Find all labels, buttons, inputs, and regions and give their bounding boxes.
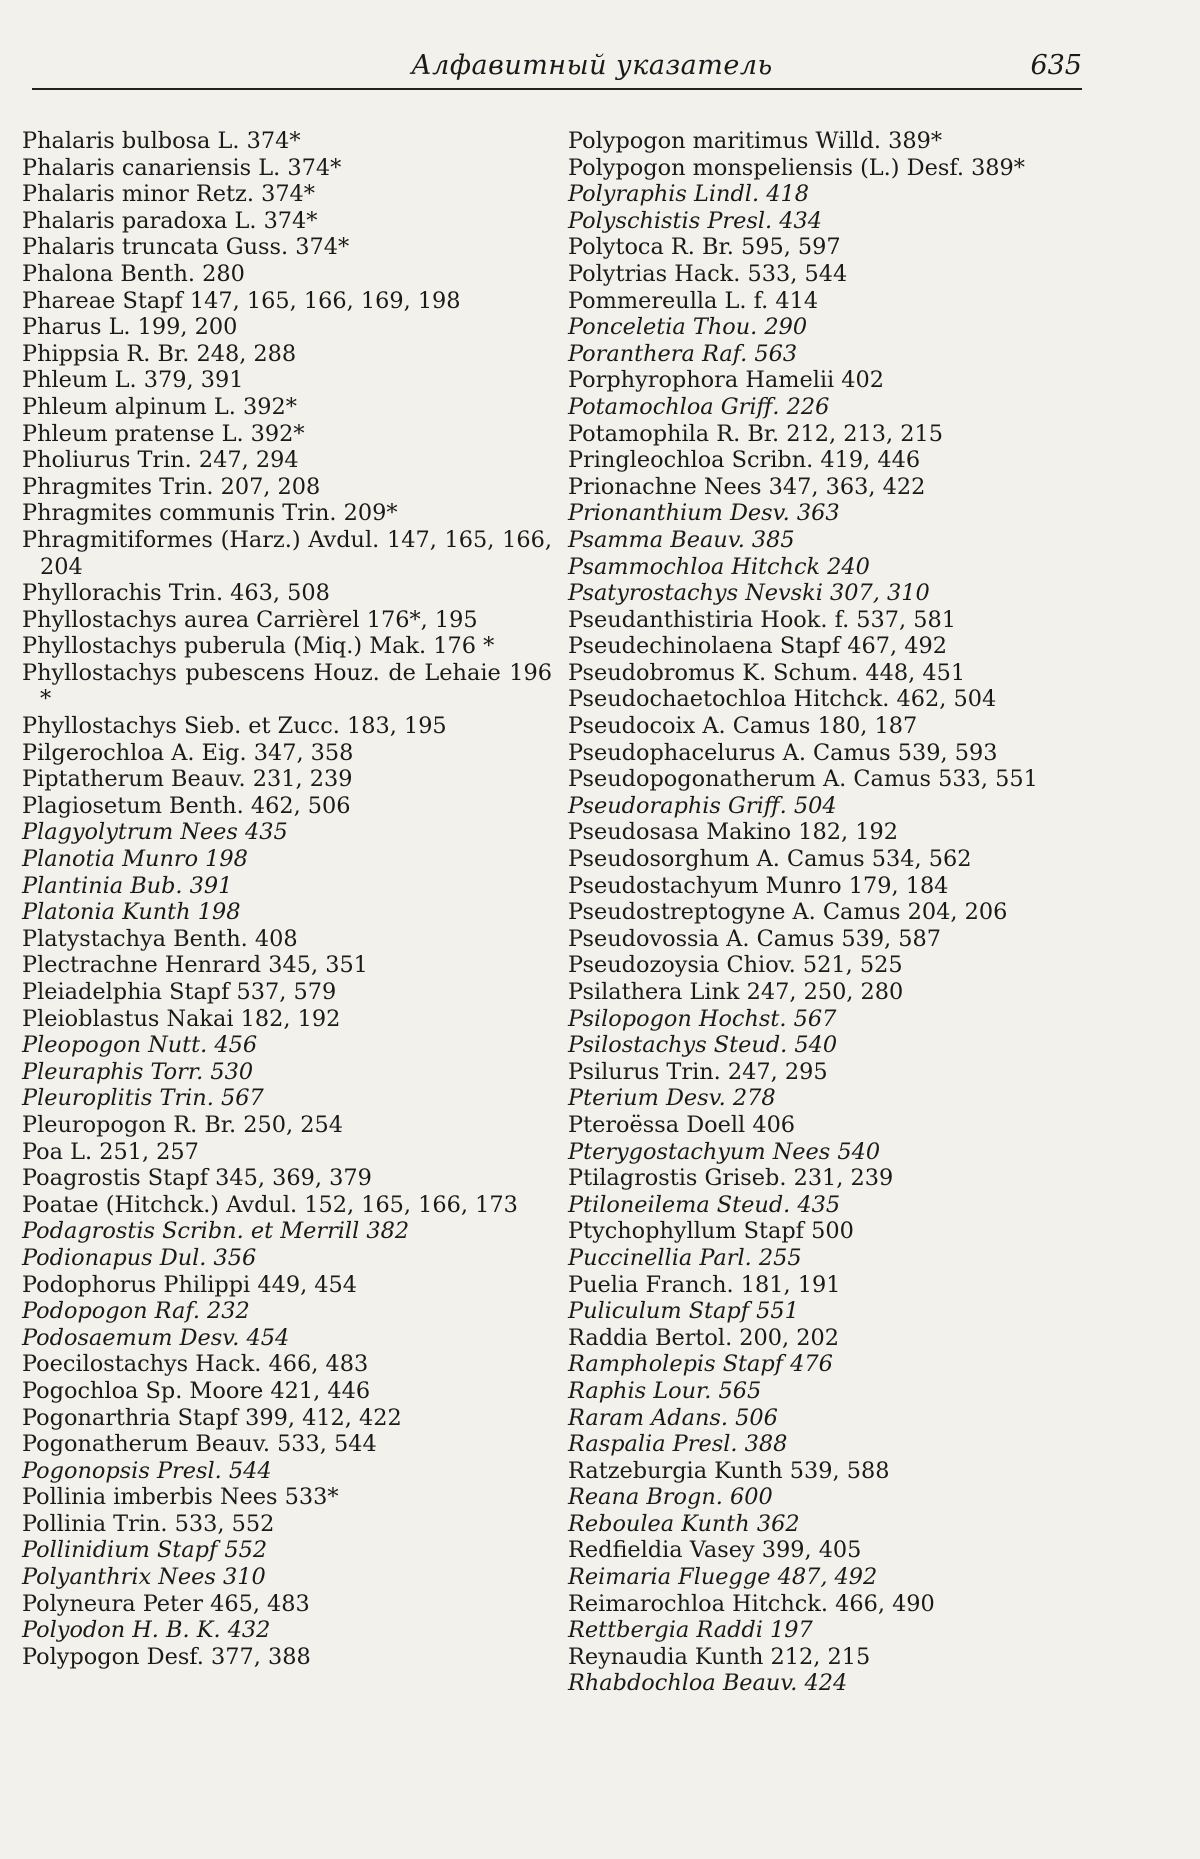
- index-entry: Phareae Stapf 147, 165, 166, 169, 198: [22, 287, 461, 314]
- index-entry: Pleuraphis Torr. 530: [22, 1058, 254, 1085]
- index-entry: Pogonarthria Stapf 399, 412, 422: [22, 1404, 402, 1431]
- index-entry: Pogochloa Sp. Moore 421, 446: [22, 1377, 371, 1404]
- index-entry: Polytoca R. Br. 595, 597: [568, 234, 841, 261]
- index-entry: Polyanthrix Nees 310: [22, 1564, 266, 1591]
- index-entry: Pseudochaetochloa Hitchck. 462, 504: [568, 686, 997, 713]
- index-entry: Redfieldia Vasey 399, 405: [568, 1537, 862, 1564]
- index-entry: Puccinellia Parl. 255: [568, 1244, 802, 1271]
- index-entry: Phalona Benth. 280: [22, 260, 245, 287]
- index-entry: Platonia Kunth 198: [22, 899, 241, 926]
- index-entry: Polytrias Hack. 533, 544: [568, 260, 848, 287]
- index-entry: Prionanthium Desv. 363: [568, 500, 840, 527]
- index-entry: Pseudoraphis Griff. 504: [568, 792, 837, 819]
- index-entry: Pringleochloa Scribn. 419, 446: [568, 447, 921, 474]
- index-entry: Rhabdochloa Beauv. 424: [568, 1670, 848, 1697]
- index-entry: Psammochloa Hitchck 240: [568, 553, 870, 580]
- index-entry: Ponceletia Thou. 290: [568, 314, 808, 341]
- index-entry: Psamma Beauv. 385: [568, 526, 795, 553]
- index-entry: Plectrachne Henrard 345, 351: [22, 952, 368, 979]
- index-entry: Phalaris minor Retz. 374*: [22, 181, 316, 208]
- index-entry: Pilgerochloa A. Eig. 347, 358: [22, 739, 354, 766]
- index-entry: Pogonatherum Beauv. 533, 544: [22, 1431, 377, 1458]
- index-entry: Pollinidium Stapf 552: [22, 1537, 268, 1564]
- index-entry: Phalaris bulbosa L. 374*: [22, 128, 301, 154]
- index-entry: Planotia Munro 198: [22, 846, 248, 873]
- index-entry: Plagyolytrum Nees 435: [22, 819, 288, 846]
- index-entry: Podionapus Dul. 356: [22, 1244, 257, 1271]
- index-entry: Pseudovossia A. Camus 539, 587: [568, 925, 942, 952]
- index-entry: Pleiadelphia Stapf 537, 579: [22, 979, 337, 1005]
- index-entry: Pholiurus Trin. 247, 294: [22, 447, 299, 474]
- index-entry: Phleum alpinum L. 392*: [22, 393, 297, 420]
- index-entry: Polyraphis Lindl. 418: [568, 181, 809, 208]
- index-entry: Psilathera Link 247, 250, 280: [568, 979, 904, 1005]
- index-entry: Pseudanthistiria Hook. f. 537, 581: [568, 606, 957, 633]
- index-entry: Ptilagrostis Griseb. 231, 239: [568, 1165, 894, 1192]
- index-entry: Plagiosetum Benth. 462, 506: [22, 792, 351, 819]
- index-entry: Polypogon maritimus Willd. 389*: [568, 128, 943, 154]
- index-column-right: [568, 128, 1088, 1697]
- index-entry: Podopogon Raf. 232: [22, 1298, 250, 1325]
- index-entry: Polyneura Peter 465, 483: [22, 1590, 310, 1617]
- index-entry: Platystachya Benth. 408: [22, 925, 298, 952]
- index-entry: Phyllorachis Trin. 463, 508: [22, 580, 330, 607]
- index-entry: Pseudostachyum Munro 179, 184: [568, 872, 949, 899]
- index-entry: Pleopogon Nutt. 456: [22, 1032, 258, 1059]
- index-entry: Reimaria Fluegge 487, 492: [568, 1564, 878, 1591]
- index-entry: Raddia Bertol. 200, 202: [568, 1324, 840, 1351]
- index-entry: Poranthera Raf. 563: [568, 340, 798, 367]
- index-entry: Plantinia Bub. 391: [22, 872, 233, 899]
- index-entry: Ptychophyllum Stapf 500: [568, 1218, 854, 1245]
- index-entry: Poatae (Hitchck.) Avdul. 152, 165, 166, 173: [22, 1191, 518, 1218]
- index-entry: Phalaris truncata Guss. 374*: [22, 234, 350, 261]
- index-entry: Reana Brogn. 600: [568, 1484, 773, 1511]
- index-entry: Pogonopsis Presl. 544: [22, 1457, 272, 1484]
- index-entry: Reboulea Kunth 362: [568, 1510, 800, 1537]
- index-entry: Puliculum Stapf 551: [568, 1298, 799, 1325]
- index-entry: Polyodon H. B. K. 432: [22, 1617, 271, 1644]
- index-entry: Phalaris paradoxa L. 374*: [22, 207, 318, 234]
- index-entry: Potamochloa Griff. 226: [568, 393, 830, 420]
- index-entry: Pseudophacelurus A. Camus 539, 593: [568, 739, 998, 766]
- index-entry: Podagrostis Scribn. et Merrill 382: [22, 1218, 410, 1245]
- index-entry: Raphis Lour. 565: [568, 1377, 762, 1404]
- index-entry: Phyllostachys Sieb. et Zucc. 183, 195: [22, 713, 447, 740]
- index-entry: Reynaudia Kunth 212, 215: [568, 1643, 871, 1670]
- index-entry: Pseudechinolaena Stapf 467, 492: [568, 633, 948, 660]
- index-entry: Reimarochloa Hitchck. 466, 490: [568, 1590, 935, 1617]
- index-entry: Psilostachys Steud. 540: [568, 1032, 838, 1059]
- index-entry: Ratzeburgia Kunth 539, 588: [568, 1457, 890, 1484]
- index-entry: Prionachne Nees 347, 363, 422: [568, 473, 926, 500]
- index-entry: Pommereulla L. f. 414: [568, 287, 819, 314]
- index-entry: Pleuropogon R. Br. 250, 254: [22, 1111, 343, 1138]
- index-entry: Pseudobromus K. Schum. 448, 451: [568, 659, 966, 686]
- index-entry: Phippsia R. Br. 248, 288: [22, 340, 297, 367]
- index-entry: Pseudopogonatherum A. Camus 533, 551: [568, 766, 1038, 793]
- index-entry: Pseudosorghum A. Camus 534, 562: [568, 846, 972, 873]
- index-entry: Pollinia Trin. 533, 552: [22, 1510, 275, 1537]
- index-entry: Pteroëssa Doell 406: [568, 1111, 796, 1138]
- index-entry: Pseudocoix A. Camus 180, 187: [568, 713, 918, 740]
- index-entry: Podophorus Philippi 449, 454: [22, 1271, 358, 1298]
- index-entry: Phleum L. 379, 391: [22, 367, 244, 394]
- index-column-left: [22, 128, 552, 1670]
- index-entry: Pollinia imberbis Nees 533*: [22, 1484, 339, 1511]
- index-entry: Piptatherum Beauv. 231, 239: [22, 766, 353, 793]
- header-rule: [32, 88, 1082, 90]
- index-entry: Pseudostreptogyne A. Camus 204, 206: [568, 899, 1008, 926]
- index-entry: Pterium Desv. 278: [568, 1085, 776, 1112]
- index-entry: Phalaris canariensis L. 374*: [22, 154, 342, 181]
- index-entry: Phyllostachys aurea Carrièrel 176*, 195: [22, 606, 478, 633]
- index-entry: Phragmites Trin. 207, 208: [22, 473, 321, 500]
- index-entry: Pterygostachyum Nees 540: [568, 1138, 881, 1165]
- index-entry: Polypogon monspeliensis (L.) Desf. 389*: [568, 154, 1025, 181]
- index-entry: Polyschistis Presl. 434: [568, 207, 822, 234]
- index-entry: Pseudozoysia Chiov. 521, 525: [568, 952, 903, 979]
- index-entry: Polypogon Desf. 377, 388: [22, 1643, 311, 1670]
- index-entry: Pseudosasa Makino 182, 192: [568, 819, 898, 846]
- index-entry: Poagrostis Stapf 345, 369, 379: [22, 1165, 372, 1192]
- index-entry: Psilurus Trin. 247, 295: [568, 1058, 828, 1085]
- index-entry: Porphyrophora Hamelii 402: [568, 367, 885, 394]
- index-entry: Phleum pratense L. 392*: [22, 420, 305, 447]
- index-entry: Rettbergia Raddi 197: [568, 1617, 813, 1644]
- index-entry: Raram Adans. 506: [568, 1404, 778, 1431]
- index-entry: Phragmitiformes (Harz.) Avdul. 147, 165, 166, 204: [22, 526, 552, 580]
- index-entry: Psatyrostachys Nevski 307, 310: [568, 580, 930, 607]
- index-entry: Rampholepis Stapf 476: [568, 1351, 833, 1378]
- index-entry: Puelia Franch. 181, 191: [568, 1271, 841, 1298]
- running-title: Алфавитный указатель: [411, 50, 773, 81]
- index-entry: Poecilostachys Hack. 466, 483: [22, 1351, 369, 1378]
- index-entry: Raspalia Presl. 388: [568, 1431, 788, 1458]
- index-entry: Phyllostachys pubescens Houz. de Lehaie 196 *: [22, 659, 552, 713]
- index-entry: Ptiloneilema Steud. 435: [568, 1191, 841, 1218]
- index-entry: Pharus L. 199, 200: [22, 314, 238, 341]
- page-number: 635: [1030, 50, 1082, 81]
- index-entry: Poa L. 251, 257: [22, 1138, 199, 1165]
- index-entry: Podosaemum Desv. 454: [22, 1324, 290, 1351]
- index-entry: Phragmites communis Trin. 209*: [22, 500, 398, 527]
- index-entry: Potamophila R. Br. 212, 213, 215: [568, 420, 943, 447]
- index-entry: Phyllostachys puberula (Miq.) Mak. 176 *: [22, 633, 495, 660]
- index-entry: Pleuroplitis Trin. 567: [22, 1085, 264, 1112]
- index-entry: Psilopogon Hochst. 567: [568, 1005, 837, 1032]
- page-header: [32, 44, 1082, 92]
- index-entry: Pleioblastus Nakai 182, 192: [22, 1005, 341, 1032]
